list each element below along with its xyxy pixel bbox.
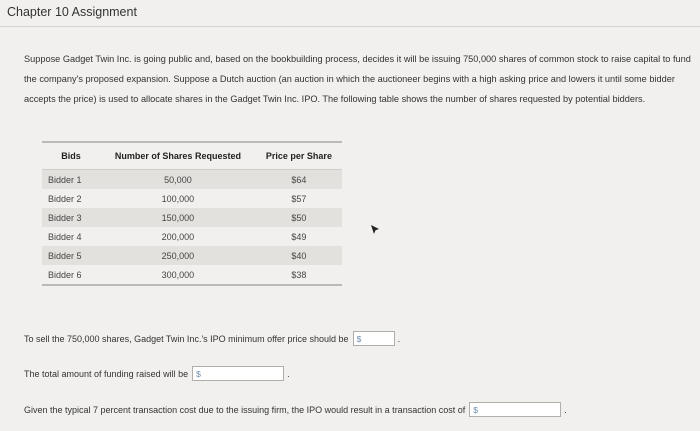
price-cell: $38 [291,269,307,280]
offer-price-input[interactable] [353,331,395,346]
trailing-period: . [287,368,290,379]
question-text: To sell the 750,000 shares, Gadget Twin Inc.'s IPO minimum offer price should be [24,333,349,344]
table-row [42,170,342,190]
page-title: Chapter 10 Assignment [7,5,137,19]
price-cell: $50 [256,208,342,227]
currency-prefix: $ [196,368,201,379]
assignment-header [0,0,700,27]
currency-prefix: $ [356,333,362,344]
transaction-cost-input[interactable] [469,402,561,417]
question-funding [24,366,290,381]
question-transaction-cost [24,402,567,417]
header-price: Price per Share [256,143,342,170]
bidder-cell: Bidder 3 [42,208,100,227]
price-cell: $57 [291,193,307,204]
bidder-cell: Bidder 4 [48,231,82,242]
shares-cell: 300,000 [161,269,195,280]
bidder-cell: Bidder 1 [42,170,100,190]
price-cell: $49 [291,231,307,242]
mouse-cursor-icon [370,224,380,236]
trailing-period: . [564,404,567,415]
question-text: Given the typical 7 percent transaction cost due to the issuing firm, the IPO would result in a transaction cost of [24,404,466,415]
bids-table [42,141,342,286]
problem-text: Suppose Gadget Twin Inc. is going public and, based on the bookbuilding process, decides it will be issuing 750,000 shares of common stock to raise capital to fund the company's proposed expansion. Suppose a Dutch auction (an auction in which the auctioneer begins with a high asking price and lowers it until some bidder accepts the price) is used to allocate shares in the Gadget Twin Inc. IPO. The following table shows the number of shares requested by potential bidders. [24,54,691,105]
table-row [42,227,342,246]
shares-cell: 100,000 [161,193,195,204]
price-cell: $64 [256,170,342,190]
bidder-cell: Bidder 6 [48,269,82,280]
table-row [42,189,342,208]
shares-cell: 250,000 [100,246,256,265]
trailing-period: . [397,333,401,344]
shares-cell: 50,000 [100,170,256,190]
header-bids: Bids [42,143,100,170]
table-row [42,246,342,265]
table-row [42,208,342,227]
bidder-cell: Bidder 2 [48,193,82,204]
table-header-row [42,143,342,170]
bidder-cell: Bidder 5 [42,246,100,265]
price-cell: $40 [256,246,342,265]
table-row [42,265,342,284]
question-text: The total amount of funding raised will be [24,368,189,379]
question-offer-price [24,331,400,346]
shares-cell: 200,000 [161,231,195,242]
header-shares: Number of Shares Requested [100,143,256,170]
funding-input[interactable] [192,366,284,381]
currency-prefix: $ [473,404,478,415]
shares-cell: 150,000 [100,208,256,227]
